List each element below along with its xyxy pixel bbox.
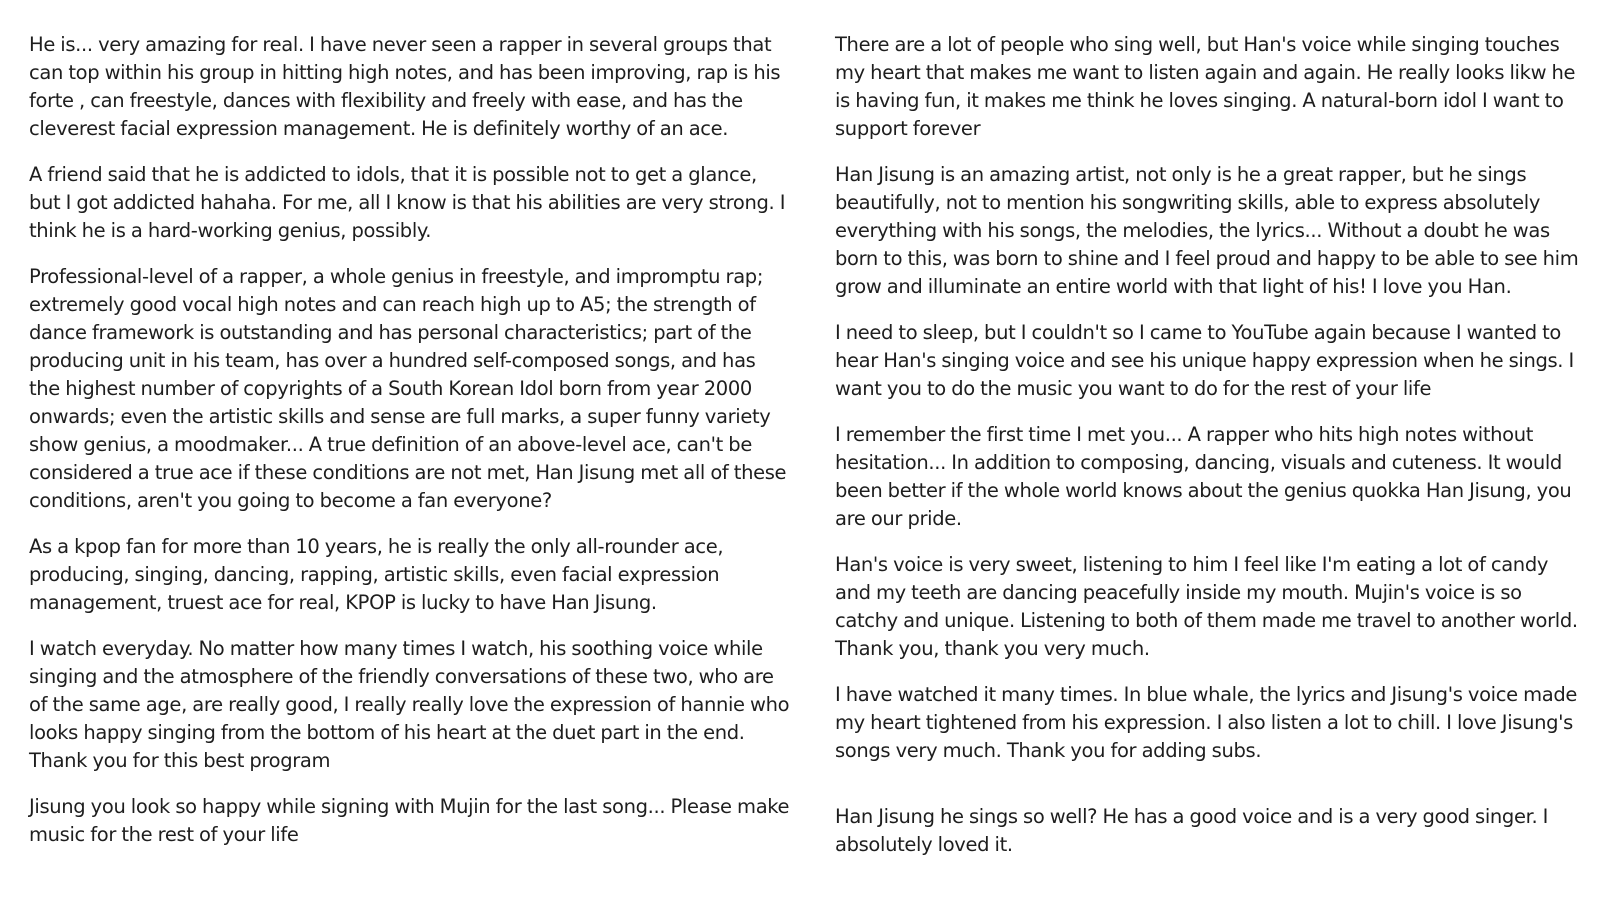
comment-paragraph: Professional-level of a rapper, a whole genius in freestyle, and impromptu rap; extremely good vocal high notes and can reach high up to A5; the strength of dance framework is outstanding and has personal characteristics; part of the producing unit in his team, has over a hundred self-composed songs, and has the highest number of copyrights of a South Korean Idol born from year 2000 onwards; even the artistic skills and sense are full marks, a super funny variety show genius, a moodmaker... A true definition of an above-level ace, can't be considered a true ace if these conditions are not met, Han Jisung met all of these conditions, aren't you going to become a fan everyone? [29, 265, 787, 512]
comment-paragraph: There are a lot of people who sing well, but Han's voice while singing touches my heart that makes me want to listen again and again. He really looks likw he is having fun, it makes me think he loves singing. A natural-born idol I want to support forever [835, 33, 1576, 140]
comment-paragraph: He is... very amazing for real. I have never seen a rapper in several groups that can top within his group in hitting high notes, and has been improving, rap is his forte , can freestyle, dances with flexibility and freely with ease, and has the cleverest facial expression management. He is definitely worthy of an ace. [29, 33, 781, 140]
right-column [835, 31, 1585, 877]
comment-paragraph: I remember the first time I met you... A rapper who hits high notes without hesitation... In addition to composing, dancing, visuals and cuteness. It would been better if the whole world knows about the genius quokka Han Jisung, you are our pride. [835, 423, 1572, 530]
comment-paragraph: Han's voice is very sweet, listening to him I feel like I'm eating a lot of candy and my teeth are dancing peacefully inside my mouth. Mujin's voice is so catchy and unique. Listening to both of them made me travel to another world. Thank you, thank you very much. [835, 553, 1578, 660]
comment-paragraph: A friend said that he is addicted to idols, that it is possible not to get a glance, but I got addicted hahaha. For me, all I know is that his abilities are very strong. I think he is a hard-working genius, possibly. [29, 163, 786, 242]
comment-paragraph: Han Jisung he sings so well? He has a good voice and is a very good singer. I absolutely loved it. [835, 805, 1549, 856]
comment-paragraph: I need to sleep, but I couldn't so I came to YouTube again because I wanted to hear Han's singing voice and see his unique happy expression when he sings. I want you to do the music you want to do for the rest of your life [835, 321, 1574, 400]
comment-paragraph: I watch everyday. No matter how many times I watch, his soothing voice while singing and the atmosphere of the friendly conversations of these two, who are of the same age, are really good, I really really love the expression of hannie who looks happy singing from the bottom of his heart at the duet part in the end. Thank you for this best program [29, 637, 790, 772]
comment-paragraph: Jisung you look so happy while signing with Mujin for the last song... Please make music for the rest of your life [29, 795, 790, 846]
comment-paragraph: As a kpop fan for more than 10 years, he is really the only all-rounder ace, producing, singing, dancing, rapping, artistic skills, even facial expression management, truest ace for real, KPOP is lucky to have Han Jisung. [29, 535, 724, 614]
comment-paragraph: I have watched it many times. In blue whale, the lyrics and Jisung's voice made my heart tightened from his expression. I also listen a lot to chill. I love Jisung's songs very much. Thank you for adding subs. [835, 683, 1578, 762]
comment-paragraph: Han Jisung is an amazing artist, not only is he a great rapper, but he sings beautifully, not to mention his songwriting skills, able to express absolutely everything with his songs, the melodies, the lyrics... Without a doubt he was born to this, was born to shine and I feel proud and happy to be able to see him grow and illuminate an entire world with that light of his! I love you Han. [835, 163, 1579, 298]
left-column [29, 31, 791, 867]
